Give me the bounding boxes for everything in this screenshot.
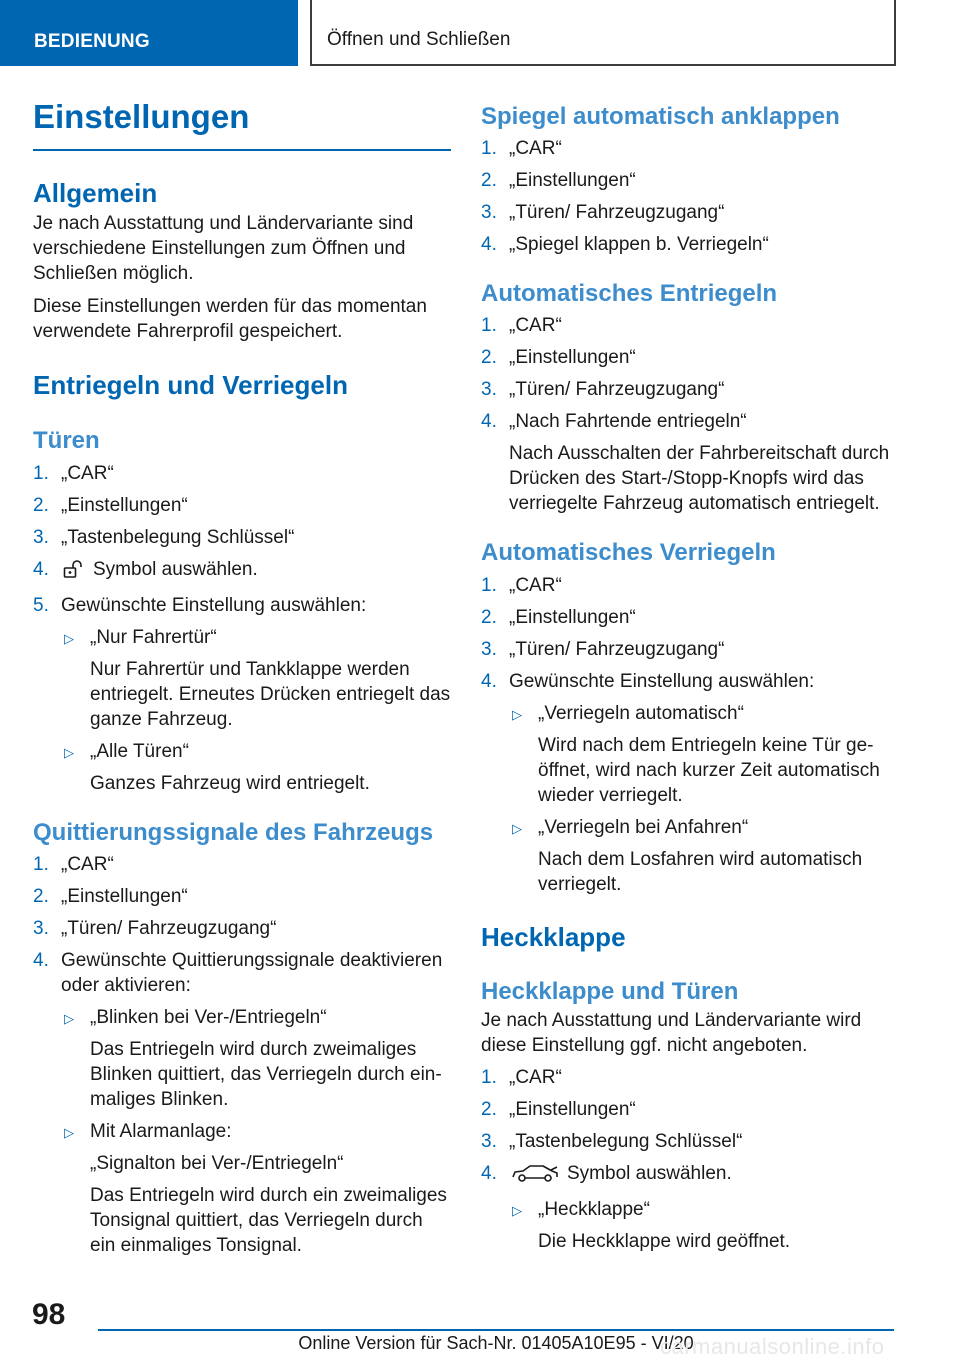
triangle-bullet-icon: ▷ <box>64 744 74 760</box>
option-label-secondary: „Signalton bei Ver-/Entriegeln“ <box>90 1152 344 1174</box>
steps-list <box>33 852 451 1258</box>
list-item: 4. Gewünschte Quittierungssignale deaktivieren oder aktivieren: ▷ „Blinken bei Ver-/Entriegeln“ Das Entriegeln wird durch zweimaliges Blinken quittiert, das Verriegeln durch ein-maliges Blinken. ▷ Mit Alarmanlage: „Signalton bei Ver-/Entriegeln“ Das Entriegeln wird durch ein zweimaliges Tonsignal quittiert, das Verriegeln durch ein einmaliges Tonsignal. <box>33 948 451 1258</box>
triangle-bullet-icon: ▷ <box>64 1124 74 1140</box>
option-item: ▷ „Verriegeln bei Anfahren“ Nach dem Losfahren wird automatisch verriegelt. <box>509 815 901 897</box>
list-item: 4. „Nach Fahrtende entriegeln“ Nach Ausschalten der Fahrbereitschaft durch Drücken des Start-/Stopp-Knopfs wird das verriegelte Fahrzeug automatisch entriegelt. <box>481 409 901 516</box>
page-header <box>0 0 960 66</box>
list-item: 2. „Einstellungen“ <box>481 170 636 192</box>
option-item: ▷ „Verriegeln automatisch“ Wird nach dem Entriegeln keine Tür ge-öffnet, wird nach kurzer Zeit automatisch wieder verriegelt. <box>509 701 901 808</box>
list-item: 1. „CAR“ <box>481 574 562 596</box>
option-item: ▷ „Nur Fahrertür“ Nur Fahrertür und Tankklappe werden entriegelt. Erneutes Drücken entriegelt das ganze Fahrzeug. <box>64 626 451 730</box>
list-item: 2. „Einstellungen“ <box>33 885 188 907</box>
heading-entriegeln-verriegeln: Entriegeln und Verriegeln <box>33 369 348 400</box>
option-description: Nach dem Losfahren wird automatisch verriegelt. <box>538 848 863 895</box>
options-list <box>509 1197 901 1254</box>
option-item: ▷ Mit Alarmanlage: „Signalton bei Ver-/Entriegeln“ Das Entriegeln wird durch ein zweimaliges Tonsignal quittiert, das Verriegeln durch ein einmaliges Tonsignal. <box>61 1119 451 1258</box>
list-item: 3. „Tastenbelegung Schlüssel“ <box>481 1130 743 1152</box>
option-description: Wird nach dem Entriegeln keine Tür ge-öffnet, wird nach kurzer Zeit automatisch wieder verriegelt. <box>538 734 880 806</box>
list-item: 3. „Türen/ Fahrzeugzugang“ <box>481 202 725 224</box>
steps-list <box>481 313 901 516</box>
steps-list <box>481 573 901 897</box>
right-column <box>481 101 901 1254</box>
section-tab: BEDIENUNG <box>0 0 298 66</box>
list-item: 5. Gewünschte Einstellung auswählen: ▷ „Nur Fahrertür“ Nur Fahrertür und Tankklappe werden entriegelt. Erneutes Drücken entriegelt das ganze Fahrzeug. ▷ „Alle Türen“ Ganzes Fahrzeug wird entriegelt. <box>33 594 451 794</box>
options-list <box>509 701 901 897</box>
option-description: Ganzes Fahrzeug wird entriegelt. <box>90 772 370 794</box>
triangle-bullet-icon: ▷ <box>64 630 74 646</box>
paragraph: Diese Einstellungen werden für das momentan verwendete Fahrerprofil gespeichert. <box>33 295 427 342</box>
list-item: 4. Symbol auswählen. <box>33 557 451 586</box>
unlock-icon <box>63 559 85 586</box>
list-item: 1. „CAR“ <box>33 462 114 484</box>
list-item: 4. „Spiegel klappen b. Verriegeln“ <box>481 234 769 256</box>
page-number: 98 <box>32 1298 66 1331</box>
step-description: Nach Ausschalten der Fahrbereitschaft durch Drücken des Start-/Stopp-Knopfs wird das verriegelte Fahrzeug automatisch entriegelt. <box>509 443 890 515</box>
list-item: 1. „CAR“ <box>481 1066 562 1088</box>
triangle-bullet-icon: ▷ <box>512 820 522 836</box>
page-title: Einstellungen <box>33 96 451 151</box>
option-item: ▷ „Blinken bei Ver-/Entriegeln“ Das Entriegeln wird durch zweimaliges Blinken quittiert, das Verriegeln durch ein-maliges Blinken. <box>61 1005 451 1112</box>
chapter-title: Öffnen und Schließen <box>310 0 896 66</box>
steps-list <box>33 461 451 796</box>
list-item: 4. Symbol auswählen. ▷ „Heckklappe“ Die Heckklappe wird geöffnet. <box>481 1161 901 1254</box>
options-list <box>61 1005 451 1258</box>
option-description: Nur Fahrertür und Tankklappe werden entriegelt. Erneutes Drücken entriegelt das ganze Fahrzeug. <box>90 658 451 730</box>
list-item: 1. „CAR“ <box>33 853 114 875</box>
list-item: 3. „Türen/ Fahrzeugzugang“ <box>481 379 725 401</box>
heading-automatisches-verriegeln: Automatisches Verriegeln <box>481 539 776 567</box>
option-description: Die Heckklappe wird geöffnet. <box>538 1230 791 1252</box>
list-item: 3. „Türen/ Fahrzeugzugang“ <box>33 917 277 939</box>
triangle-bullet-icon: ▷ <box>512 1202 522 1218</box>
options-list <box>61 625 451 796</box>
list-item: 2. „Einstellungen“ <box>33 494 188 516</box>
option-description: Das Entriegeln wird durch zweimaliges Blinken quittiert, das Verriegeln durch ein-maliges Blinken. <box>90 1038 442 1110</box>
list-item: 3. „Türen/ Fahrzeugzugang“ <box>481 638 725 660</box>
list-item: 2. „Einstellungen“ <box>481 1098 636 1120</box>
list-item: 1. „CAR“ <box>481 138 562 160</box>
left-column <box>33 96 451 1258</box>
heading-allgemein: Allgemein <box>33 177 158 208</box>
triangle-bullet-icon: ▷ <box>512 706 522 722</box>
heading-automatisches-entriegeln: Automatisches Entriegeln <box>481 280 778 308</box>
heading-quittierungssignale: Quittierungssignale des Fahrzeugs <box>33 818 434 846</box>
triangle-bullet-icon: ▷ <box>64 1010 74 1026</box>
steps-list <box>481 1065 901 1254</box>
paragraph: Je nach Ausstattung und Ländervariante sind verschiedene Einstellungen zum Öffnen und Schließen möglich. <box>33 212 414 284</box>
heading-tueren: Türen <box>33 427 100 455</box>
watermark: carmanualsonline.info <box>660 1334 885 1359</box>
paragraph: Je nach Ausstattung und Ländervariante wird diese Einstellung ggf. nicht angeboten. <box>481 1009 862 1056</box>
list-item: 4. Gewünschte Einstellung auswählen: ▷ „Verriegeln automatisch“ Wird nach dem Entriegeln keine Tür ge-öffnet, wird nach kurzer Zeit automatisch wieder verriegelt. ▷ „Verriegeln bei Anfahren“ Nach dem Losfahren wird automatisch verriegelt. <box>481 669 901 897</box>
list-item: 2. „Einstellungen“ <box>481 606 636 628</box>
option-description: Das Entriegeln wird durch ein zweimaliges Tonsignal quittiert, das Verriegeln durch ein einmaliges Tonsignal. <box>90 1184 447 1256</box>
list-item: 3. „Tastenbelegung Schlüssel“ <box>33 526 295 548</box>
option-item: ▷ „Alle Türen“ Ganzes Fahrzeug wird entriegelt. <box>61 739 451 796</box>
heading-heckklappe-und-tueren: Heckklappe und Türen <box>481 978 739 1006</box>
heading-heckklappe: Heckklappe <box>481 921 626 952</box>
heading-spiegel: Spiegel automatisch anklappen <box>481 103 840 130</box>
list-item: 2. „Einstellungen“ <box>481 347 636 369</box>
footer-text: Online Version für Sach-Nr. 01405A10E95 - VI/20 <box>298 1333 694 1353</box>
car-icon <box>511 1163 559 1190</box>
steps-list <box>481 136 901 257</box>
list-item: 1. „CAR“ <box>481 315 562 337</box>
option-item: ▷ „Heckklappe“ Die Heckklappe wird geöffnet. <box>509 1197 901 1254</box>
footer-divider <box>98 1329 894 1331</box>
